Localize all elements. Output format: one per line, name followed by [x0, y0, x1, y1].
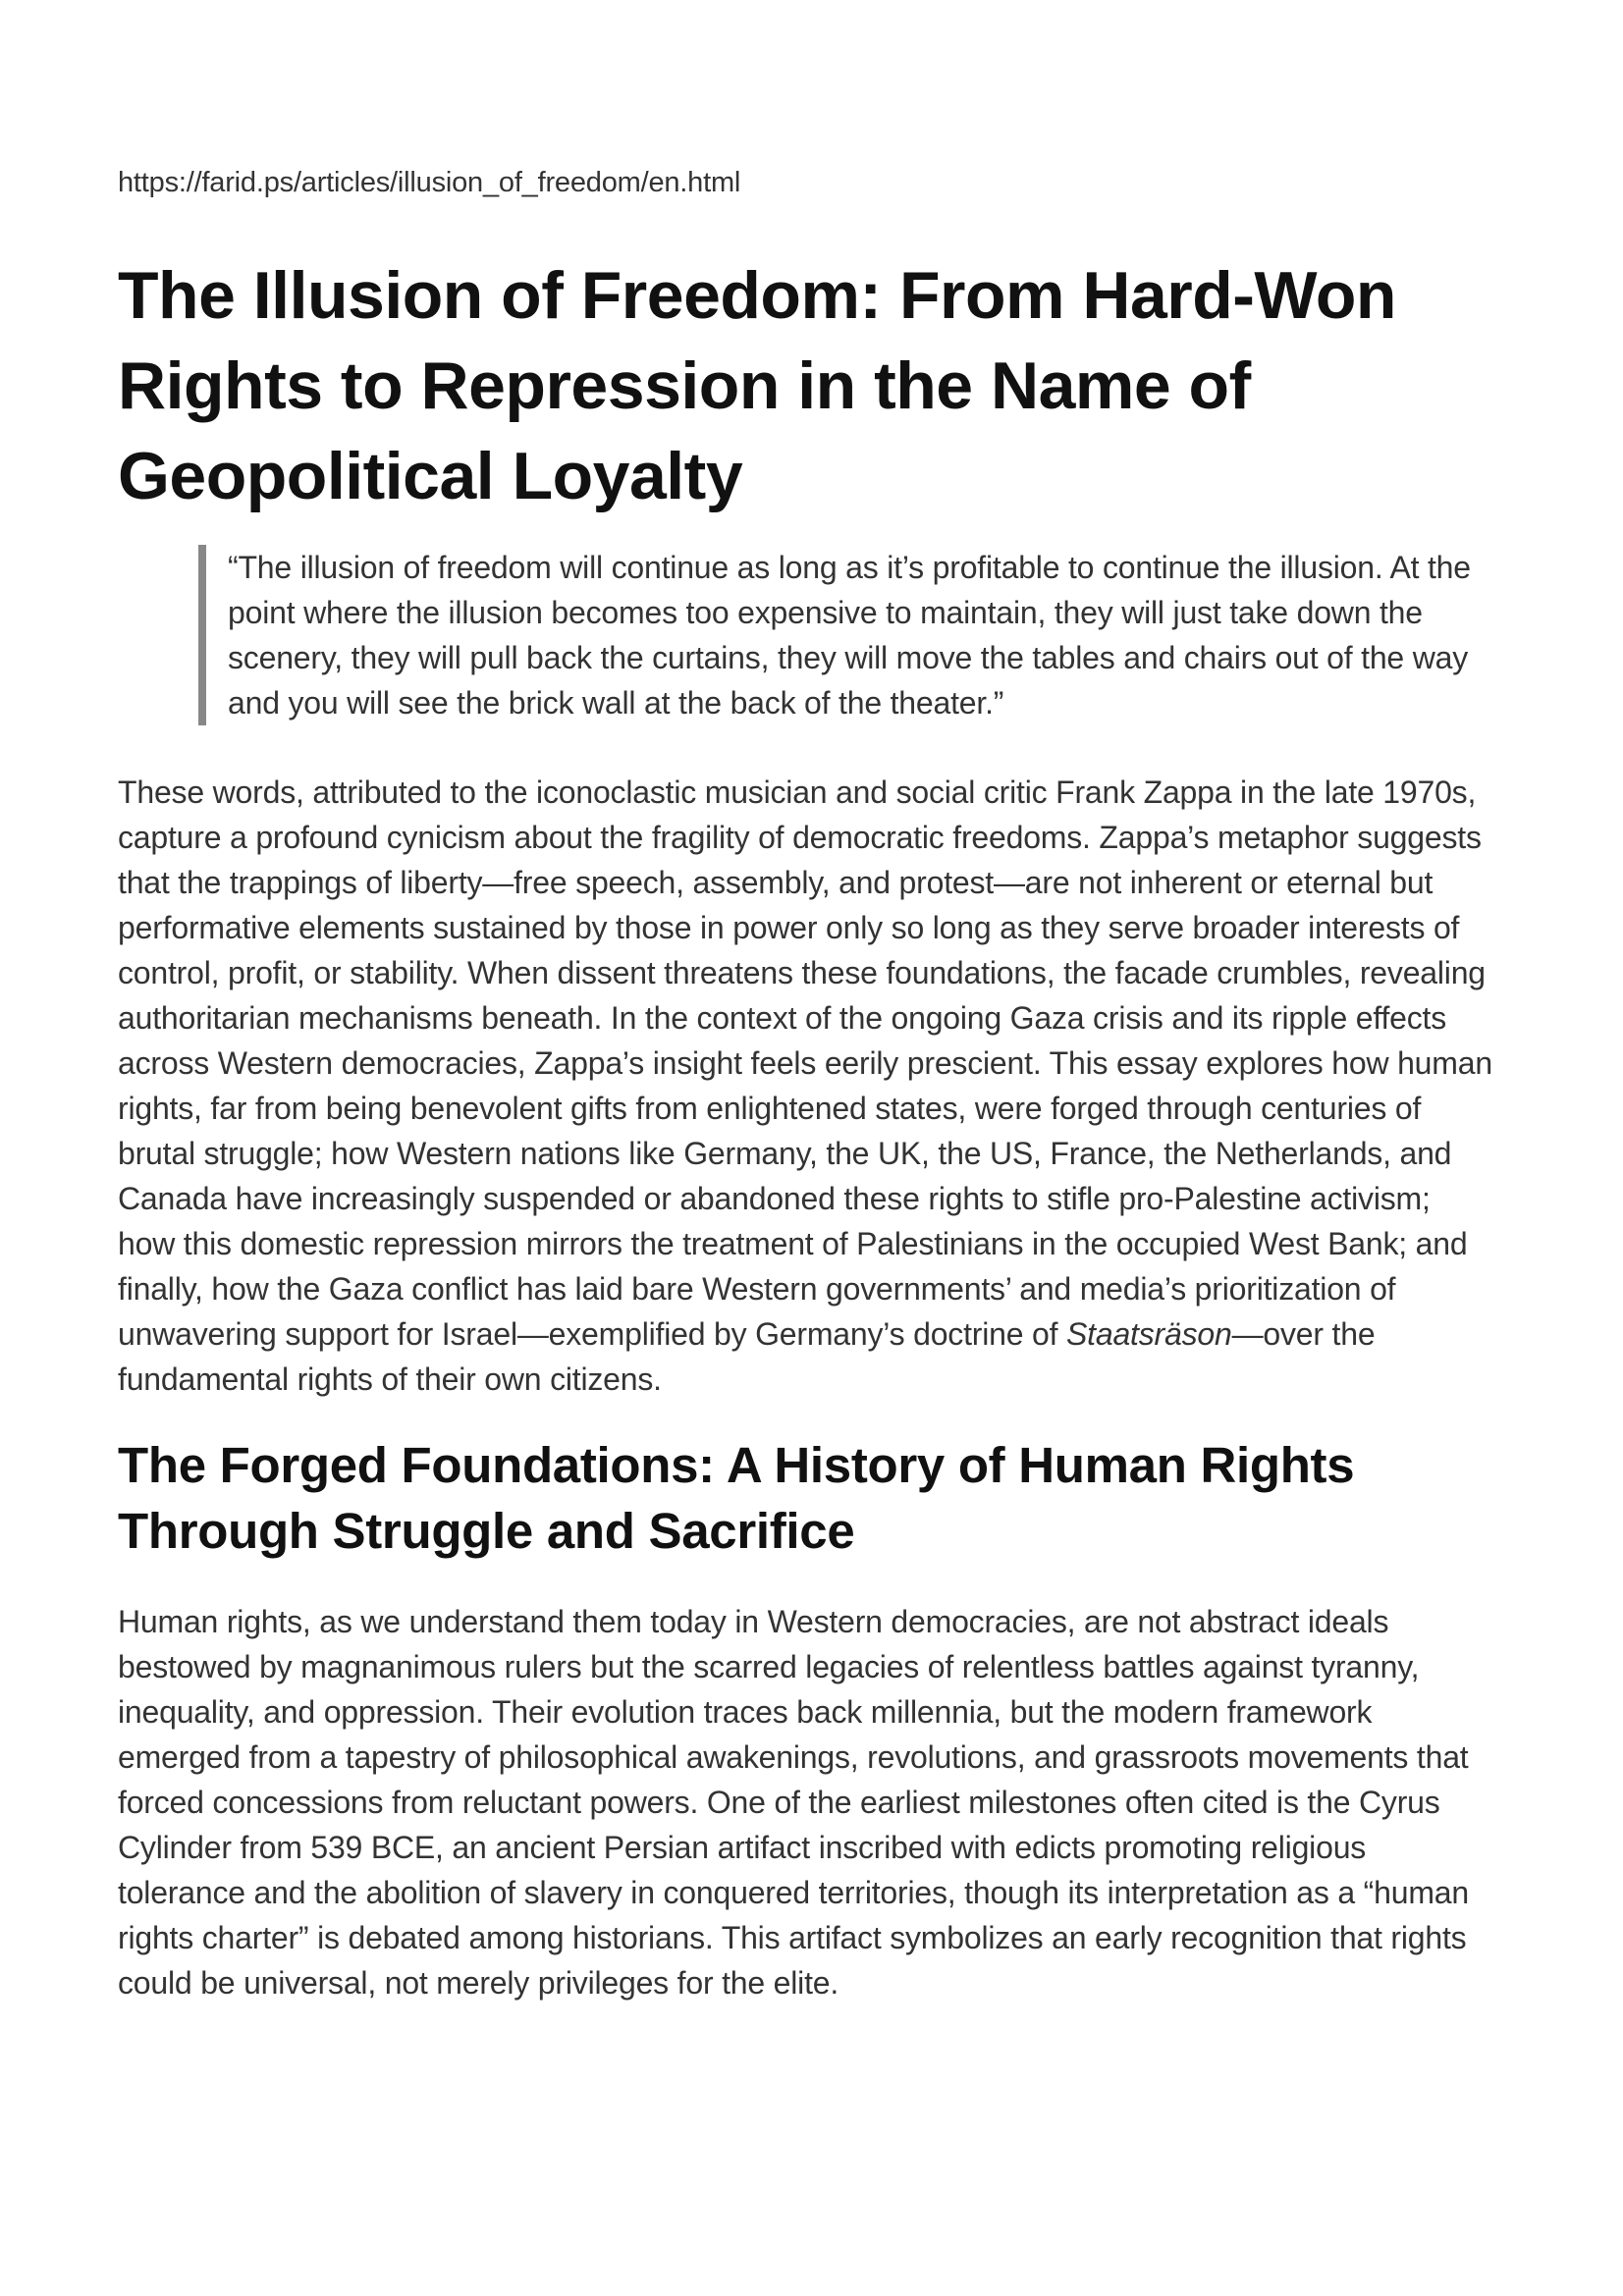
intro-paragraph-text-after: —over the fundamental rights of their own citizens.	[118, 1316, 1376, 1397]
article-content	[118, 166, 1492, 2005]
intro-paragraph	[118, 770, 1492, 1402]
intro-paragraph-text-before: These words, attributed to the iconoclastic musician and social critic Frank Zappa in the late 1970s, capture a profound cynicism about the fragility of democratic freedoms. Zappa’s metaphor suggests that the trappings of liberty—free speech, assembly, and protest—are not inherent or eternal but performative elements sustained by those in power only so long as they serve broader interests of control, profit, or stability. When dissent threatens these foundations, the facade crumbles, revealing authoritarian mechanisms beneath. In the context of the ongoing Gaza crisis and its ripple effects across Western democracies, Zappa’s insight feels eerily prescient. This essay explores how human rights, far from being benevolent gifts from enlightened states, were forged through centuries of brutal struggle; how Western nations like Germany, the UK, the US, France, the Netherlands, and Canada have increasingly suspended or abandoned these rights to stifle pro-Palestine activism; how this domestic repression mirrors the treatment of Palestinians in the occupied West Bank; and finally, how the Gaza conflict has laid bare Western governments’ and media’s prioritization of unwavering support for Israel—exemplified by Germany’s doctrine of	[118, 774, 1492, 1352]
article-title: The Illusion of Freedom: From Hard-Won Rights to Repression in the Name of Geopolitical Loyalty	[118, 258, 1396, 513]
staatsraeson-term: Staatsräson	[1066, 1316, 1232, 1352]
history-paragraph: Human rights, as we understand them today in Western democracies, are not abstract ideals bestowed by magnanimous rulers but the scarred legacies of relentless battles against tyranny, inequality, and oppression. Their evolution traces back millennia, but the modern framework emerged from a tapestry of philosophical awakenings, revolutions, and grassroots movements that forced concessions from reluctant powers. One of the earliest milestones often cited is the Cyrus Cylinder from 539 BCE, an ancient Persian artifact inscribed with edicts promoting religious tolerance and the abolition of slavery in conquered territories, though its interpretation as a “human rights charter” is debated among historians. This artifact symbolizes an early recognition that rights could be universal, not merely privileges for the elite.	[118, 1604, 1469, 2001]
source-url: https://farid.ps/articles/illusion_of_freedom/en.html	[118, 167, 741, 198]
pull-quote-text: “The illusion of freedom will continue as long as it’s profitable to continue the illusion. At the point where the illusion becomes too expensive to maintain, they will just take down the scenery, they will pull back the curtains, they will move the tables and chairs out of the way and you will see the brick wall at the back of the theater.”	[228, 550, 1471, 721]
section-heading-forged-foundations: The Forged Foundations: A History of Human Rights Through Struggle and Sacrifice	[118, 1437, 1355, 1559]
pull-quote	[198, 545, 1492, 725]
